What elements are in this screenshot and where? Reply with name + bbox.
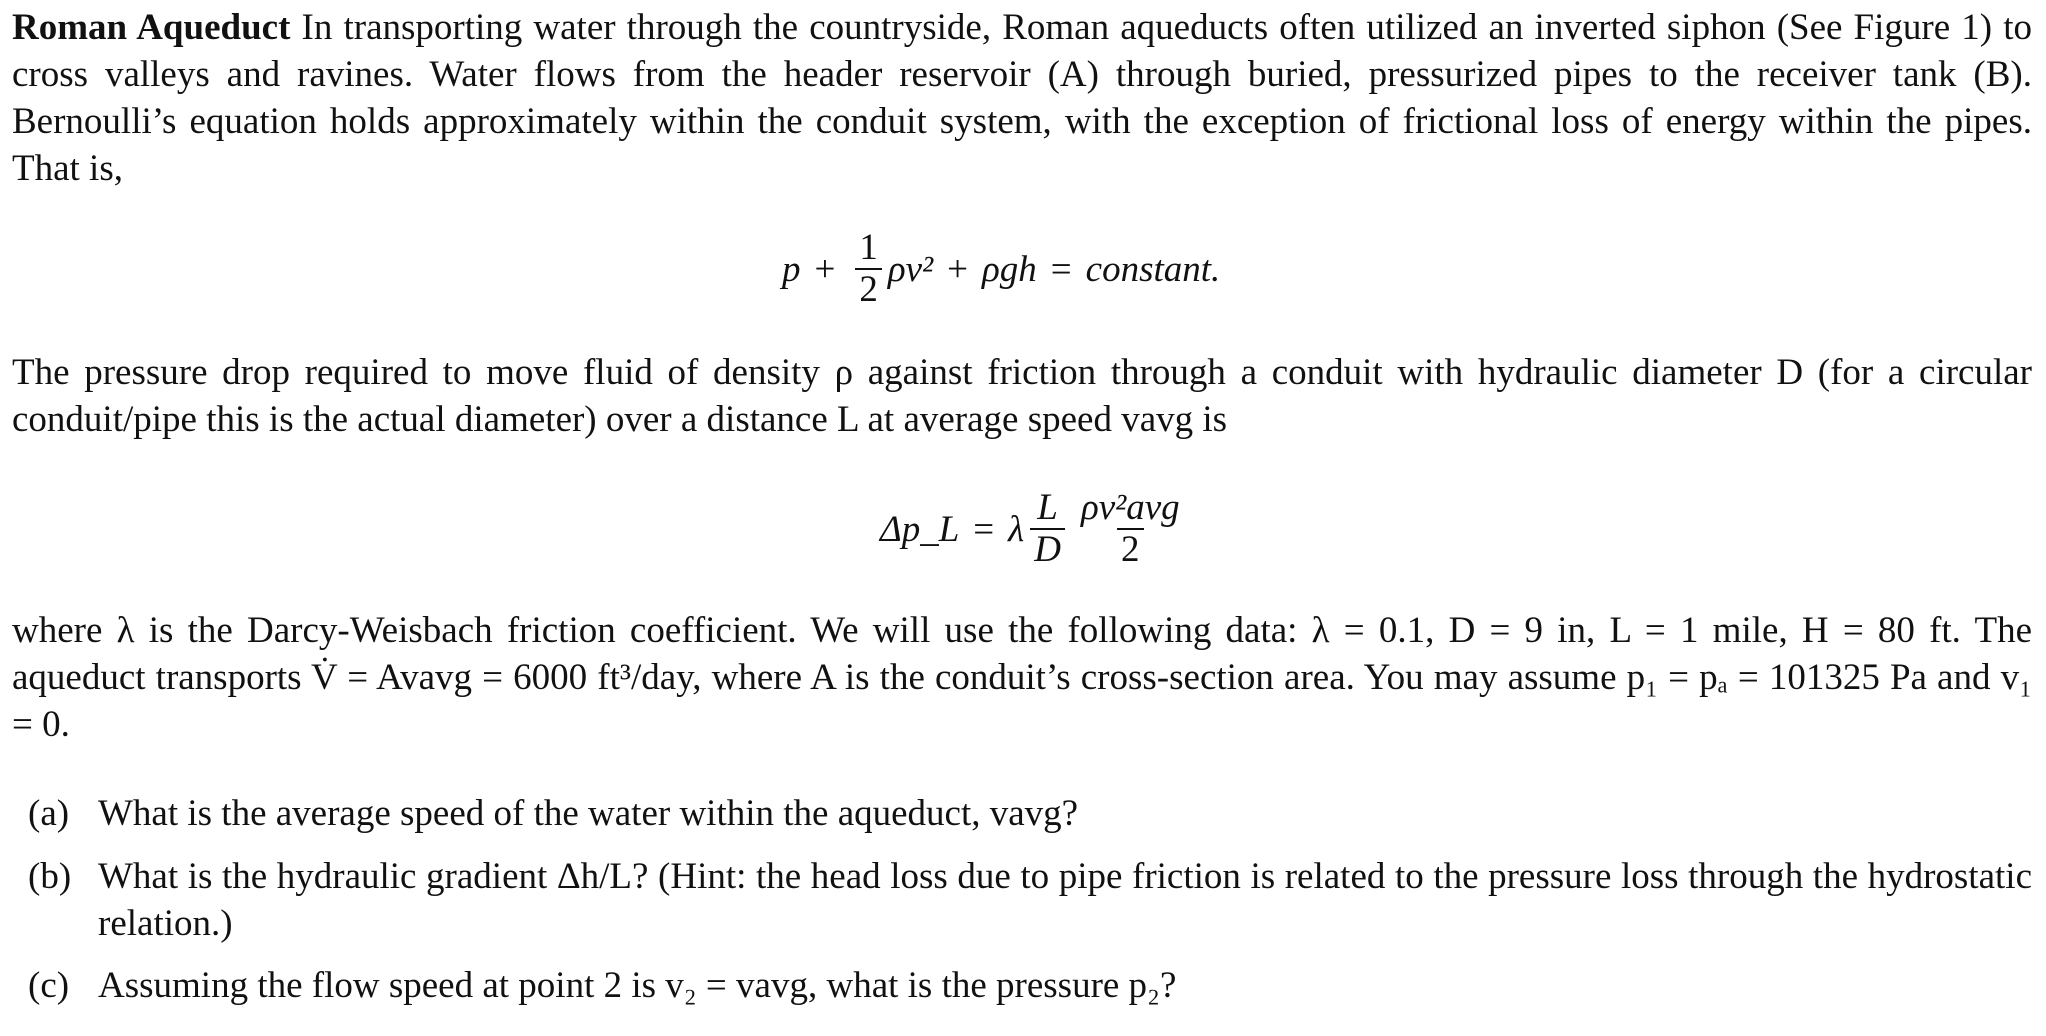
eq2-frac2-den: 2	[1117, 528, 1144, 570]
question-b-marker: (b)	[28, 856, 72, 897]
data-paragraph: where λ is the Darcy-Weisbach friction coefficient. We will use the following data: λ = 0.1, D = 9 in, L = 1 mile, H = 80 ft. The aqueduct transports V̇ = Avavg = 6000 ft³/day, where A is the conduit’s cross-section area. You may assume p₁ = pₐ = 101325 Pa and v₁ = 0.	[12, 610, 2032, 745]
eq2-frac1-den: D	[1030, 528, 1065, 570]
question-c-marker: (c)	[28, 965, 70, 1006]
question-c-text: Assuming the flow speed at point 2 is v₂ = vavg, what is the pressure p₂?	[98, 965, 1177, 1006]
eq1-p: p	[782, 248, 801, 290]
intro-text: In transporting water through the countryside, Roman aqueducts often utilized an inverted siphon (See Figure 1) to cross valleys and ravines. Water flows from the header reservoir (A) through buried, pressurized pipes to the receiver tank (B). Bernoulli’s equation holds approximately within the conduit system, with the exception of frictional loss of energy within the pipes. That is,	[12, 7, 2033, 189]
eq2-lambda: λ	[1008, 508, 1025, 550]
eq2-frac2-num: ρv²avg	[1080, 487, 1180, 528]
darcy-weisbach-equation	[880, 488, 1190, 570]
eq1-half-fraction	[855, 228, 882, 310]
eq1-rhs: constant.	[1085, 248, 1221, 290]
question-c	[28, 962, 1176, 1009]
question-a-marker: (a)	[28, 793, 70, 834]
question-a	[28, 790, 1078, 837]
eq2-dynamic-pressure	[1077, 488, 1184, 570]
question-a-text: What is the average speed of the water within the aqueduct, vavg?	[98, 793, 1079, 834]
question-b	[28, 853, 2032, 947]
eq2-frac1-num: L	[1037, 487, 1058, 528]
eq1-plus-2: +	[947, 248, 969, 290]
eq1-half-num: 1	[859, 227, 878, 268]
intro-paragraph	[12, 4, 2032, 192]
eq1-plus-1: +	[814, 248, 836, 290]
problem-title: Roman Aqueduct	[12, 7, 291, 48]
eq1-equals: =	[1050, 248, 1072, 290]
eq2-equals: =	[973, 508, 995, 550]
eq1-kinetic-term: ρv²	[887, 248, 934, 290]
eq1-half-den: 2	[855, 268, 882, 310]
question-b-text: What is the hydraulic gradient Δh/L? (Hint: the head loss due to pipe friction is related to the pressure loss through the hydrostatic relation.)	[98, 856, 2032, 944]
eq2-l-over-d	[1030, 488, 1065, 570]
pressure-drop-paragraph: The pressure drop required to move fluid of density ρ against friction through a conduit with hydraulic diameter D (for a circular conduit/pipe this is the actual diameter) over a distance L at average speed vavg is	[12, 352, 2032, 440]
eq1-potential-term: ρgh	[982, 248, 1037, 290]
bernoulli-equation	[782, 228, 1220, 310]
eq2-lhs: Δp_L	[880, 508, 960, 550]
